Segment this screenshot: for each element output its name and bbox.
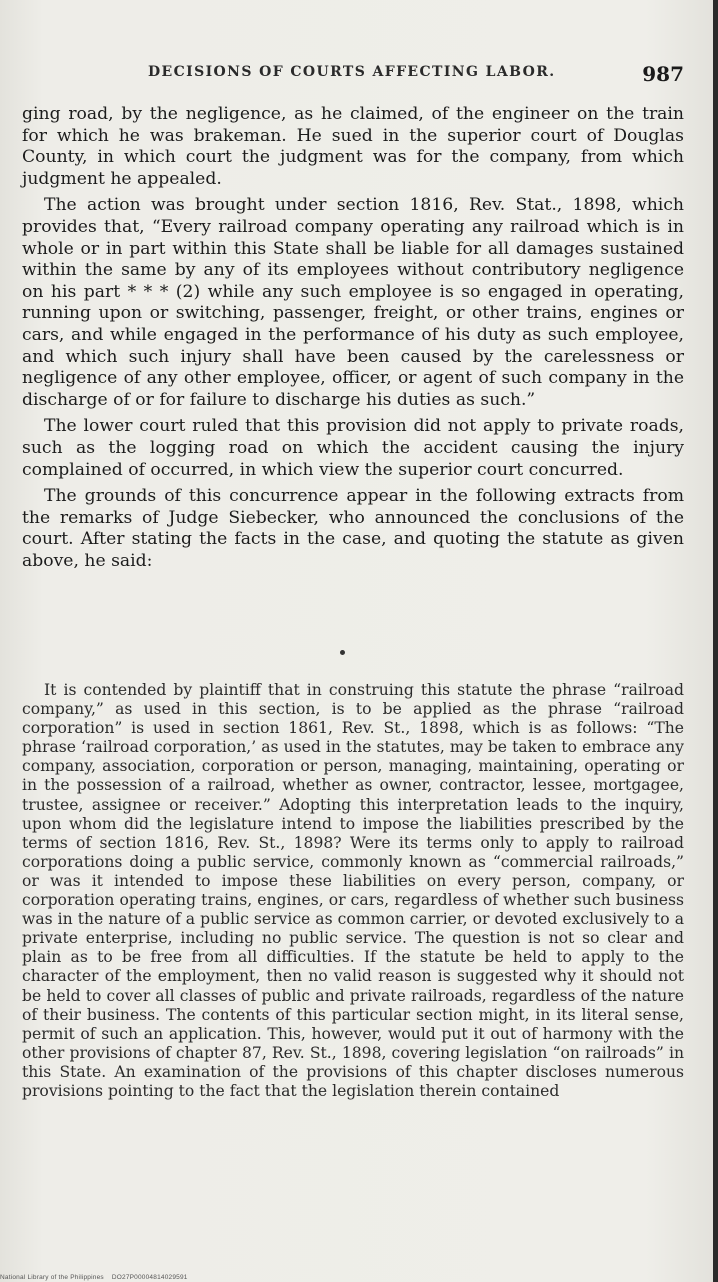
page-number: 987 [642, 62, 684, 86]
ink-smudge [340, 650, 345, 655]
running-head: DECISIONS OF COURTS AFFECTING LABOR. [148, 64, 556, 80]
body-text [22, 104, 684, 577]
paragraph: ging road, by the negligence, as he claimed, of the engineer on the train for which he was brakeman. He sued in the superior court of Douglas County, in which court the judgment was for the company, from which judgment he appealed. [22, 104, 684, 189]
scan-footer [0, 1274, 194, 1281]
scan-edge [713, 0, 718, 1282]
paragraph: The lower court ruled that this provision did not apply to private roads, such as the logging road on which the accident causing the injury complained of occurred, in which view the superior court concurred. [22, 416, 684, 480]
page-header [22, 62, 688, 92]
library-name: National Library of the Philippines [0, 1274, 104, 1281]
paragraph: The grounds of this concurrence appear in the following extracts from the remarks of Judge Siebecker, who announced the conclusions of the court. After stating the facts in the case, and quoting the statute as given above, he said: [22, 486, 684, 571]
paragraph: The action was brought under section 1816, Rev. Stat., 1898, which provides that, “Every railroad company operating any railroad which is in whole or in part within this State shall be liable for all damages sustained within the same by any of its employees without contributory negligence on his part * * * (2) while any such employee is so engaged in operating, running upon or switching, passenger, freight, or other trains, engines or cars, and while engaged in the performance of his duty as such employee, and which such injury shall have been caused by the carelessness or negligence of any other employee, officer, or agent of such company in the discharge of or for failure to discharge his duties as such.” [22, 195, 684, 410]
scan-code: DO27P00004814029591 [111, 1274, 188, 1281]
quoted-opinion: It is contended by plaintiff that in construing this statute the phrase “railroad company,” as used in this section, is to be applied as the phrase “railroad corporation” is used in section 1861, Rev. St., 1898, which is as follows: “The phrase ‘railroad corporation,’ as used in the statutes, may be taken to embrace any company, association, corporation or person, managing, maintaining, operating or in the possession of a railroad, whether as owner, contractor, lessee, mortgagee, trustee, assignee or receiver.” Adopting this interpretation leads to the inquiry, upon whom did the legislature intend to impose the liabilities prescribed by the terms of section 1816, Rev. St., 1898? Were its terms only to apply to railroad corporations doing a public service, commonly known as “commercial railroads,” or was it intended to impose these liabilities on every person, company, or corporation operating trains, engines, or cars, regardless of whether such business was in the nature of a public service as common carrier, or devoted exclusively to a private enterprise, including no public service. The question is not so clear and plain as to be free from all difficulties. If the statute be held to apply to the character of the employment, then no valid reason is suggested why it should not be held to cover all classes of public and private railroads, regardless of the nature of their business. The contents of this particular section might, in its literal sense, permit of such an application. This, however, would put it out of harmony with the other provisions of chapter 87, Rev. St., 1898, covering legislation “on railroads” in this State. An examination of the provisions of this chapter discloses numerous provisions pointing to the fact that the legislation therein contained [22, 681, 684, 1100]
